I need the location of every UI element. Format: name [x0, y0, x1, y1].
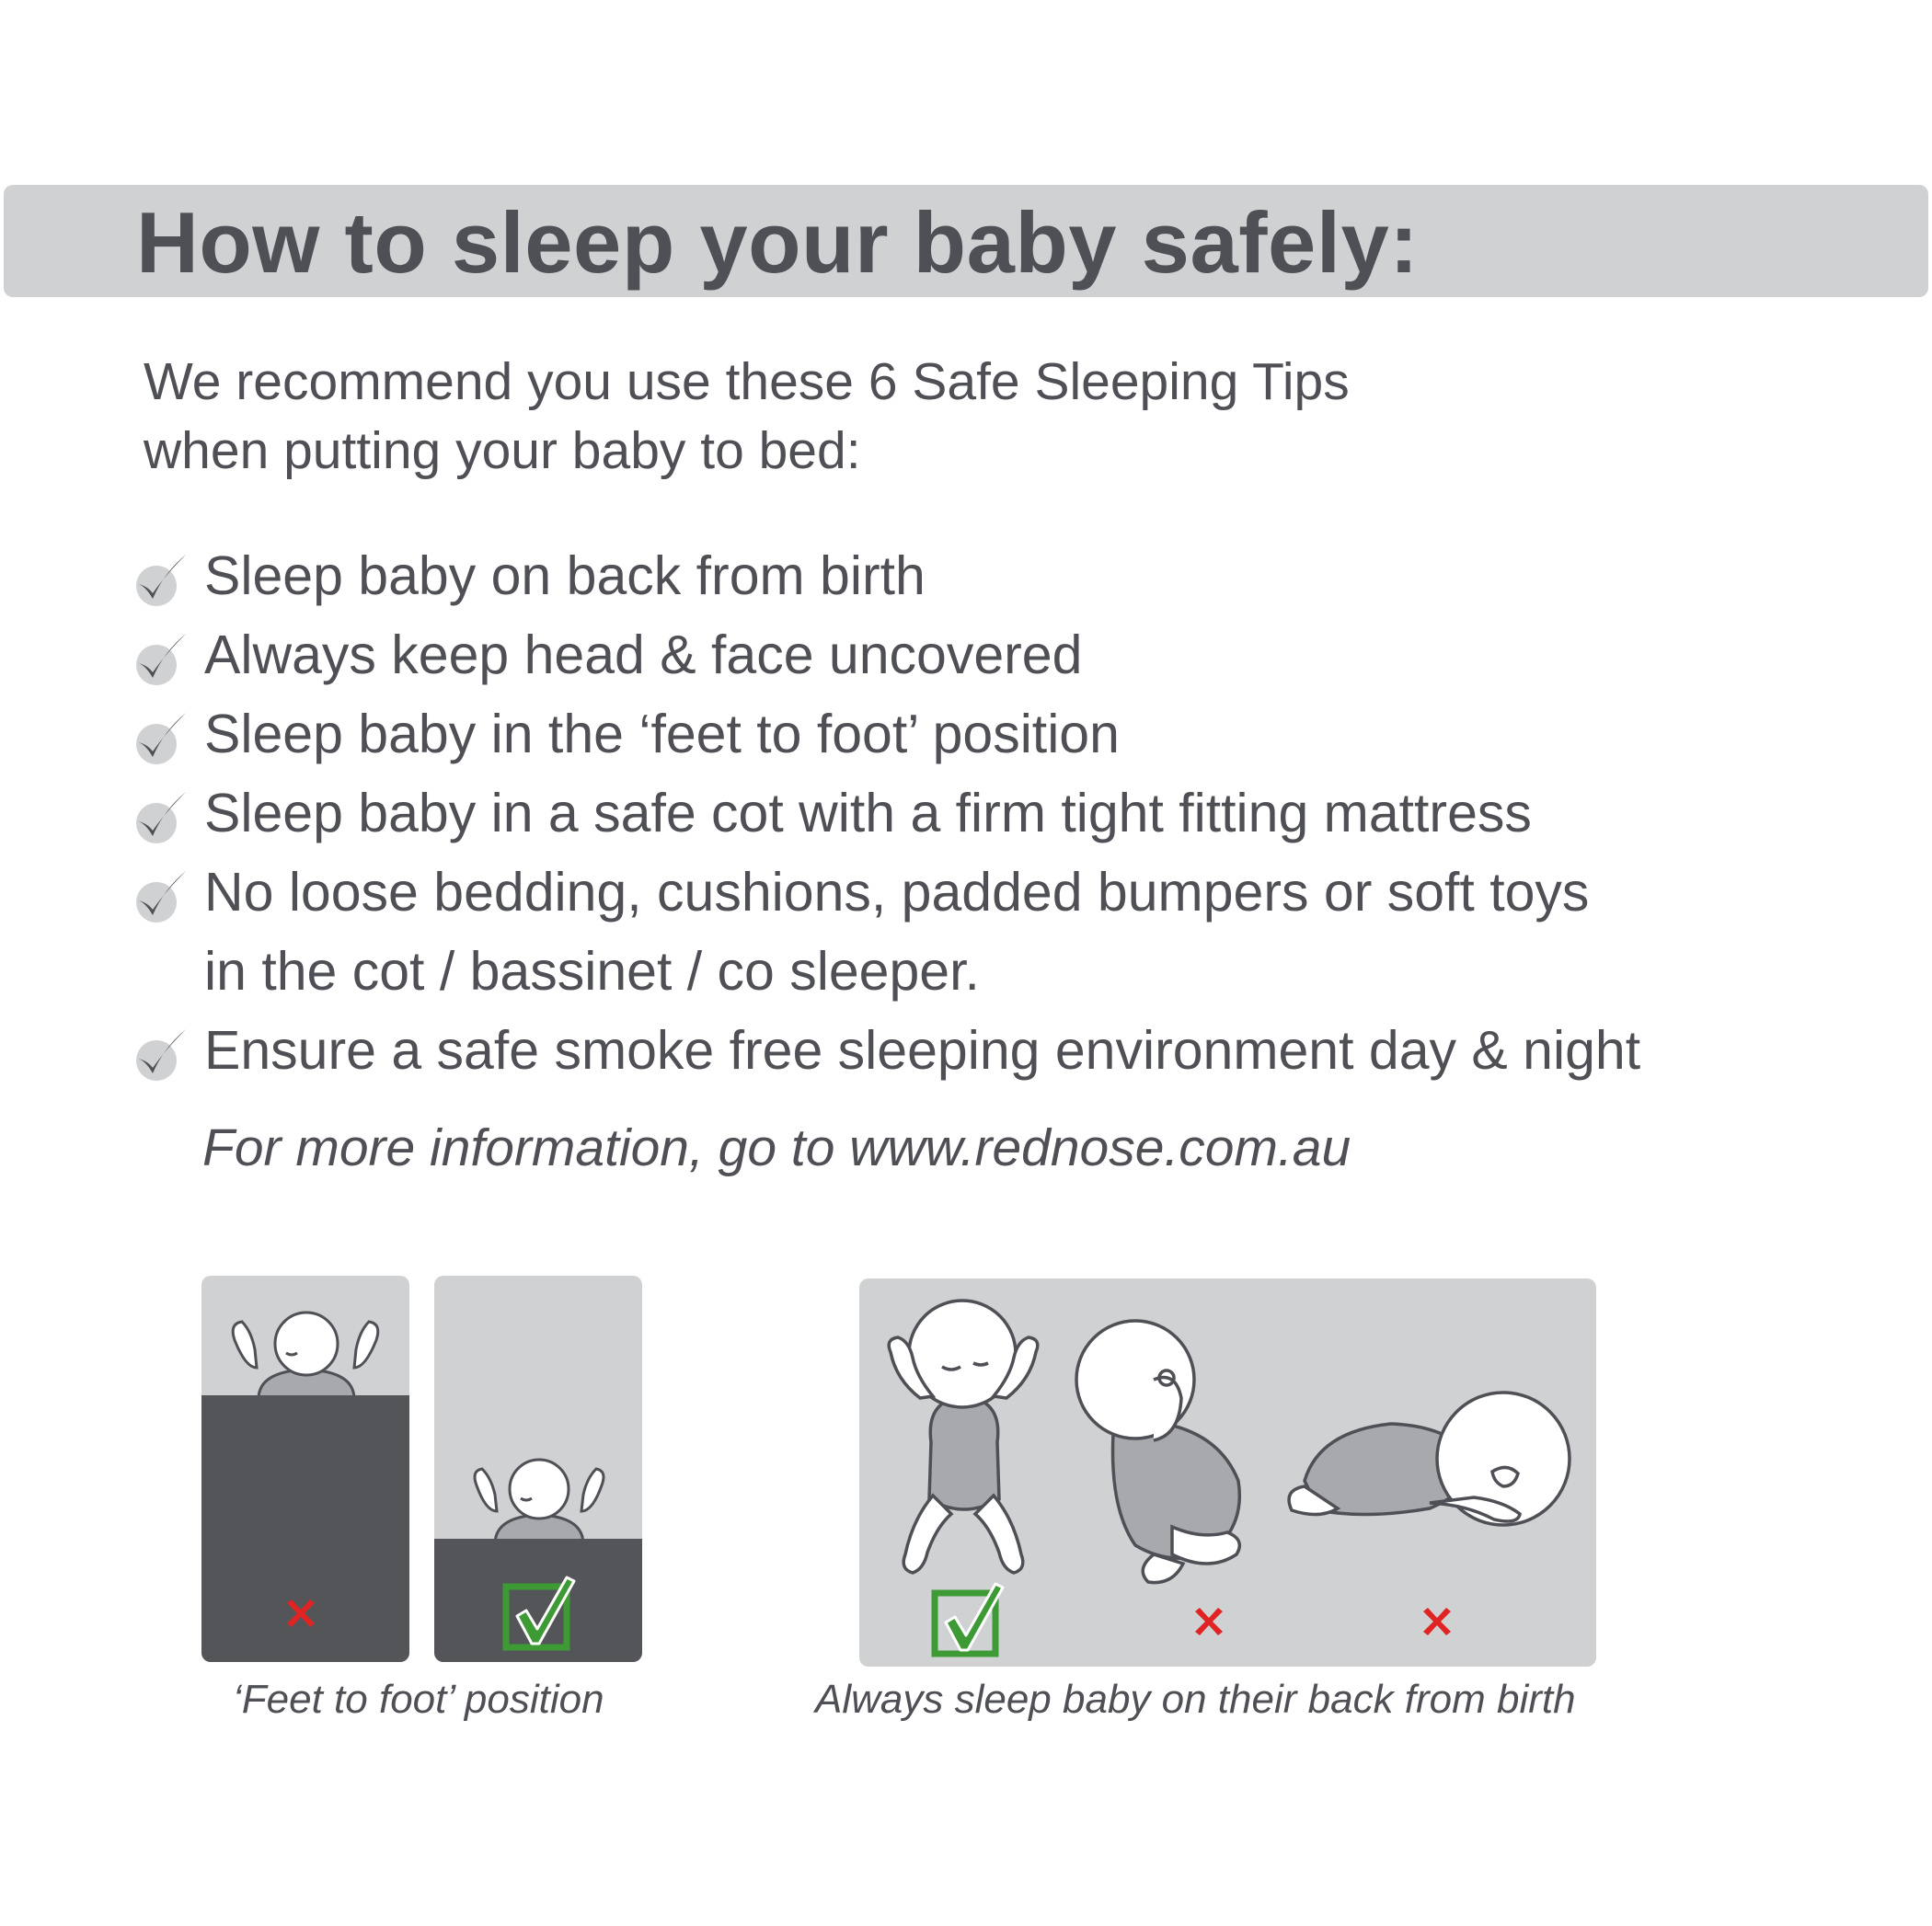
tip-text: Ensure a safe smoke free sleeping environment day & night [204, 1020, 1641, 1081]
tip-item [132, 1011, 1880, 1090]
tip-continuation [132, 932, 1880, 1011]
tip-text: Sleep baby in the ‘feet to foot’ position [204, 704, 1120, 764]
tip-item [132, 615, 1880, 694]
tip-item [132, 853, 1880, 932]
check-mark-icon [132, 1026, 191, 1084]
feet-to-foot-wrong-panel [201, 1276, 409, 1662]
more-info-text: For more information, go to www.rednose.com.au [202, 1118, 1351, 1177]
intro-text [144, 348, 1350, 486]
check-mark-icon [132, 630, 191, 689]
check-mark-icon [132, 709, 191, 768]
tip-text: Sleep baby in a safe cot with a firm tight fitting mattress [204, 783, 1532, 843]
tip-item [132, 694, 1880, 774]
page-title: How to sleep your baby safely: [136, 194, 1420, 291]
tip-text: No loose bedding, cushions, padded bumpers or soft toys [204, 862, 1590, 923]
check-mark-icon [132, 551, 191, 610]
tip-text: in the cot / bassinet / co sleeper. [204, 941, 980, 1002]
feet-to-foot-correct-panel [434, 1276, 642, 1662]
intro-line-1: We recommend you use these 6 Safe Sleeping Tips [144, 352, 1350, 411]
tip-item [132, 774, 1880, 853]
tip-item [132, 536, 1880, 615]
tip-text: Always keep head & face uncovered [204, 625, 1083, 685]
tip-text: Sleep baby on back from birth [204, 545, 926, 606]
tips-list [132, 536, 1880, 1090]
check-mark-icon [132, 788, 191, 847]
feet-to-foot-caption: ‘Feet to foot’ position [233, 1677, 604, 1722]
sleep-on-back-caption: Always sleep baby on their back from birth [815, 1677, 1576, 1722]
intro-line-2: when putting your baby to bed: [144, 421, 861, 480]
check-mark-icon [132, 867, 191, 926]
sleep-on-back-panel [859, 1278, 1596, 1667]
